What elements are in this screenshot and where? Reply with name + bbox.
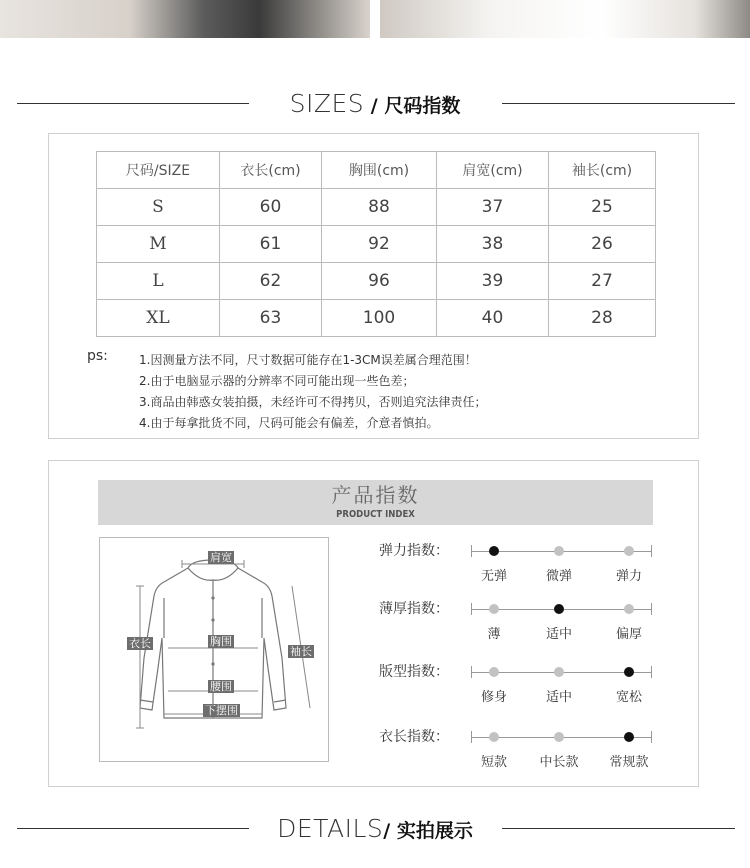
product-photo-right [380, 0, 750, 38]
garment-label-chest: 胸围 [210, 635, 232, 648]
index-row-label: 衣长指数： [379, 729, 449, 745]
size-table-header: 尺码/SIZE [97, 152, 220, 189]
index-dot [489, 604, 499, 614]
index-option: 常规款 [609, 755, 649, 770]
table-row [97, 263, 656, 300]
garment-label-length: 衣长 [129, 637, 151, 650]
table-cell: 38 [437, 226, 549, 263]
size-table-header: 衣长(cm) [220, 152, 322, 189]
table-cell: 63 [220, 300, 322, 337]
details-heading-sep: / [383, 820, 397, 842]
index-option: 宽松 [615, 690, 643, 705]
index-option: 修身 [480, 690, 508, 705]
details-heading [0, 809, 750, 849]
notes-list [139, 350, 486, 434]
product-index-subtitle: PRODUCT INDEX [336, 509, 415, 520]
index-option: 微弹 [545, 569, 573, 584]
table-cell: 62 [220, 263, 322, 300]
index-option: 弹力 [615, 569, 643, 584]
table-row [97, 226, 656, 263]
track-tick [651, 731, 652, 743]
table-cell: M [97, 226, 220, 263]
index-dot [554, 604, 564, 614]
table-row [97, 300, 656, 337]
product-index-title: 产品指数 [331, 483, 420, 507]
table-cell: 92 [322, 226, 437, 263]
index-row-elasticity [379, 541, 669, 584]
table-cell: 60 [220, 189, 322, 226]
table-cell: 96 [322, 263, 437, 300]
index-dot [489, 732, 499, 742]
index-dot [489, 667, 499, 677]
size-table [96, 151, 656, 337]
index-dot [554, 546, 564, 556]
track-tick [651, 666, 652, 678]
sizes-heading [0, 84, 750, 124]
sizes-heading-sep: / [364, 95, 385, 117]
index-dot [624, 732, 634, 742]
index-option: 薄 [487, 627, 501, 642]
index-dot [489, 546, 499, 556]
notes-prefix: ps: [87, 348, 108, 364]
index-dot [554, 667, 564, 677]
list-item: 2.由于电脑显示器的分辨率不同可能出现一些色差； [139, 374, 415, 388]
garment-label-shoulder: 肩宽 [210, 551, 232, 564]
garment-diagram [99, 537, 329, 762]
track-tick [651, 545, 652, 557]
product-index-panel [48, 460, 699, 787]
index-row-label: 弹力指数： [379, 543, 449, 559]
index-option: 短款 [480, 755, 508, 770]
index-row-fit [379, 662, 669, 705]
index-option: 偏厚 [615, 627, 643, 642]
table-cell: 88 [322, 189, 437, 226]
garment-label-hem: 下摆围 [205, 704, 238, 717]
table-cell: 61 [220, 226, 322, 263]
table-cell: L [97, 263, 220, 300]
track-tick [471, 666, 472, 678]
table-cell: XL [97, 300, 220, 337]
list-item: 1.因测量方法不同，尺寸数据可能存在1-3CM误差属合理范围！ [139, 353, 477, 367]
index-dot [624, 667, 634, 677]
table-cell: 100 [322, 300, 437, 337]
details-heading-en: DETAILS [277, 814, 384, 843]
index-dot [554, 732, 564, 742]
index-row-thickness [379, 599, 669, 642]
index-dot [624, 604, 634, 614]
track-tick [471, 603, 472, 615]
garment-label-waist: 腰围 [210, 680, 232, 693]
list-item: 3.商品由韩惑女装拍摄，未经许可不得拷贝，否则追究法律责任； [139, 395, 487, 409]
details-heading-zh: 实拍展示 [396, 820, 473, 842]
table-cell: 37 [437, 189, 549, 226]
table-cell: S [97, 189, 220, 226]
table-row [97, 189, 656, 226]
index-row-label: 薄厚指数： [379, 601, 449, 617]
track-tick [471, 731, 472, 743]
table-cell: 26 [549, 226, 656, 263]
sizes-heading-en: SIZES [289, 89, 365, 118]
product-photo-left [0, 0, 370, 38]
garment-label-sleeve: 袖长 [290, 645, 312, 658]
index-option: 适中 [545, 690, 573, 705]
size-table-header-row [97, 152, 656, 189]
product-index-header [98, 480, 653, 525]
size-table-header: 袖长(cm) [549, 152, 656, 189]
index-option: 中长款 [539, 755, 579, 770]
list-item: 4.由于每拿批货不同，尺码可能会有偏差，介意者慎拍。 [139, 416, 439, 430]
track-tick [651, 603, 652, 615]
table-cell: 40 [437, 300, 549, 337]
table-cell: 25 [549, 189, 656, 226]
size-chart-panel [48, 133, 699, 439]
index-row-label: 版型指数： [379, 664, 449, 680]
index-option: 适中 [545, 627, 573, 642]
size-table-header: 肩宽(cm) [437, 152, 549, 189]
table-cell: 39 [437, 263, 549, 300]
index-row-length [379, 727, 669, 770]
table-cell: 27 [549, 263, 656, 300]
index-option: 无弹 [480, 569, 508, 584]
sizes-heading-zh: 尺码指数 [384, 95, 461, 117]
track-tick [471, 545, 472, 557]
size-table-header: 胸围(cm) [322, 152, 437, 189]
top-photo-strip [0, 0, 750, 38]
table-cell: 28 [549, 300, 656, 337]
index-dot [624, 546, 634, 556]
